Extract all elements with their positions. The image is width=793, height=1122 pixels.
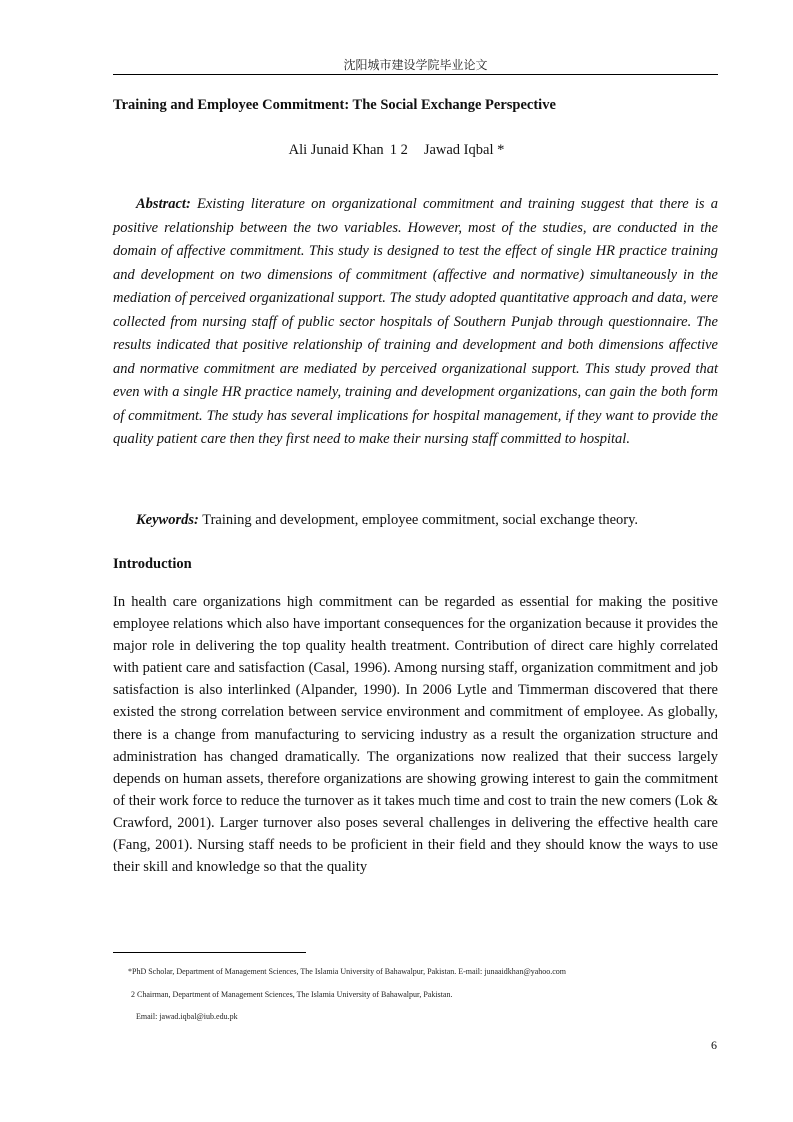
footnote-rule <box>113 952 306 953</box>
author-affiliation-marks: 1 2 <box>389 142 408 158</box>
abstract <box>113 193 718 452</box>
keywords <box>136 512 638 529</box>
paper-title: Training and Employee Commitment: The Social Exchange Perspective <box>113 97 556 113</box>
header-rule <box>113 74 718 75</box>
footnote: *PhD Scholar, Department of Management Sciences, The Islamia University of Bahawalpur, Pakistan. E-mail: junaaidkhan@yahoo.com <box>128 967 567 976</box>
author-name: Ali Junaid Khan <box>288 142 384 158</box>
page-number: 6 <box>711 1038 717 1052</box>
author-line <box>0 142 793 159</box>
abstract-text: Existing literature on organizational commitment and training suggest that there is a positive relationship between the two variables. However, most of the studies, are conducted in the domain of affective commitment. This study is designed to test the effect of single HR practice training and development on two dimensions of commitment (affective and normative) simultaneously in the mediation of perceived organizational support. The study adopted quantitative approach and data, were collected from nursing staff of public sector hospitals of Southern Punjab through questionnaire. The results indicated that positive relationship of training and development and both dimensions affective and normative commitment are mediated by perceived organizational support. This study proved that even with a single HR practice namely, training and development organizations, can gain the both form of commitment. The study has several implications for hospital management, if they want to provide the quality patient care then they first need to make their nursing staff committed to hospital. <box>113 196 719 447</box>
abstract-label: Abstract: <box>136 196 191 212</box>
footnote: Email: jawad.iqbal@iub.edu.pk <box>136 1012 238 1021</box>
keywords-label: Keywords: <box>136 512 199 528</box>
introduction-paragraph: In health care organizations high commitment can be regarded as essential for making the positive employee relations which also have important consequences for the organization because it provides the major role in delivering the top quality health treatment. Contribution of direct care highly correlated with patient care and satisfaction (Casal, 1996). Among nursing staff, organization commitment and job satisfaction is also interlinked (Alpander, 1990). In 2006 Lytle and Timmerman discovered that there existed the strong correlation between service environment and commitment of employee. As globally, there is a change from manufacturing to servicing industry as a result the organization structure and administration has changed dramatically. The organizations now realized that their success largely depends on human assets, therefore organizations are showing growing interest to gain the commitment of their work force to reduce the turnover as it takes much time and cost to train the new comers (Lok & Crawford, 2001). Larger turnover also poses several challenges in delivering the effective health care (Fang, 2001). Nursing staff needs to be proficient in their field and they should know the ways to use their skill and knowledge so that the quality <box>113 594 718 876</box>
keywords-text: Training and development, employee commitment, social exchange theory. <box>202 512 639 528</box>
footnote: 2 Chairman, Department of Management Sciences, The Islamia University of Bahawalpur, Pakistan. <box>131 990 453 999</box>
author-name: Jawad Iqbal * <box>423 142 505 158</box>
running-header: 沈阳城市建设学院毕业论文 <box>343 58 488 72</box>
section-heading-introduction: Introduction <box>113 556 192 572</box>
